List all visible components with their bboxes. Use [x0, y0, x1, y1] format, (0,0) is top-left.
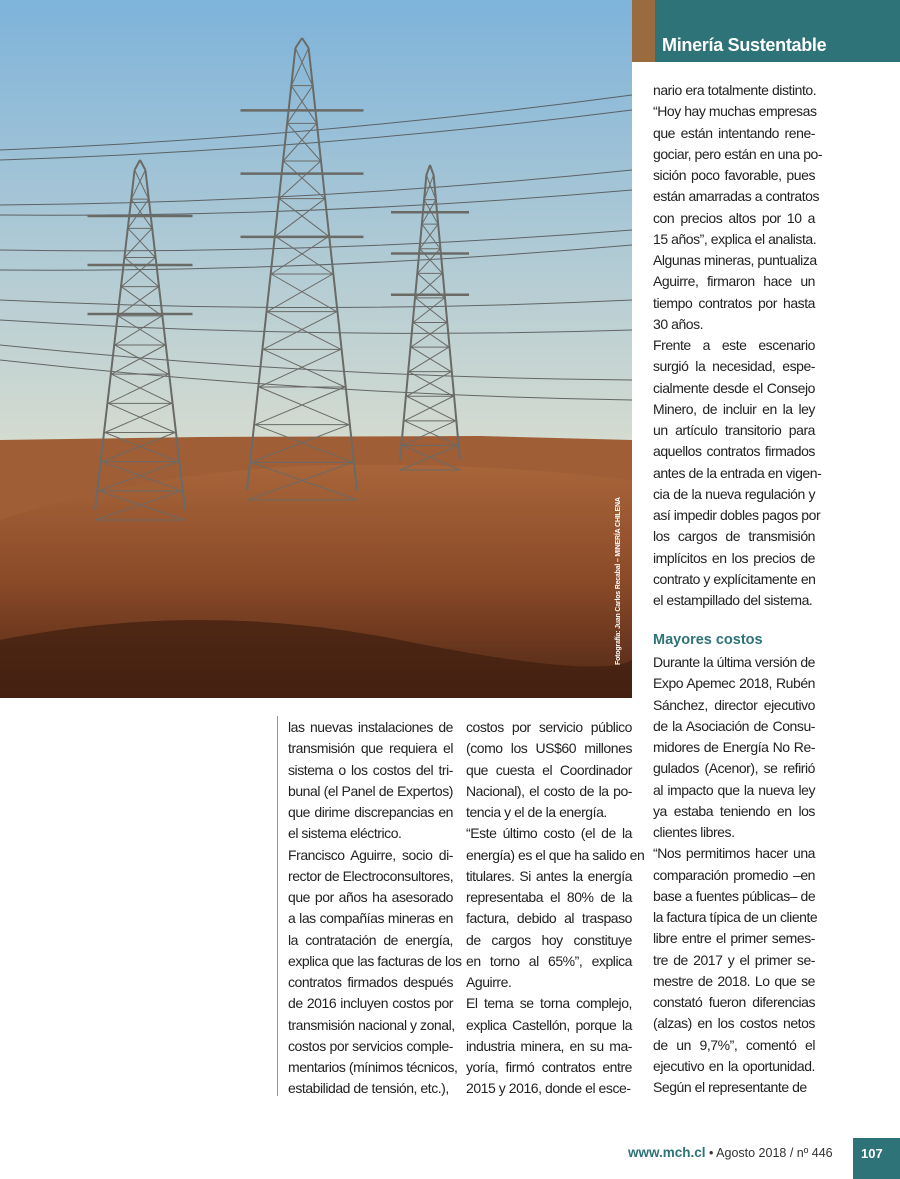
- text-line: Sánchez, director ejecutivo: [653, 696, 815, 713]
- text-line: midores de Energía No Re-: [653, 739, 815, 755]
- text-line: Algunas mineras, puntualiza: [653, 252, 817, 268]
- text-line: energía) es el que ha salido en: [466, 846, 645, 863]
- text-line: cia de la nueva regulación y: [653, 485, 815, 502]
- text-line: de un 9,7%”, comentó el: [653, 1036, 815, 1053]
- text-line: base a fuentes públicas– de: [653, 887, 816, 904]
- text-line: Francisco Aguirre, socio di-: [288, 846, 453, 863]
- footer: [628, 1145, 833, 1160]
- text-line: aquellos contratos firmados: [653, 443, 815, 460]
- text-line: la factura típica de un cliente: [653, 909, 818, 925]
- text-line: el sistema eléctrico.: [288, 825, 402, 842]
- photo-credit: Fotografía: Juan Carlos Recabal – MINERÍA CHILENA: [615, 497, 622, 665]
- text-line: rector de Electroconsultores,: [288, 867, 454, 884]
- text-line: a las compañías mineras en: [288, 910, 453, 927]
- text-line: El tema se torna complejo,: [466, 995, 632, 1012]
- text-line: el estampillado del sistema.: [653, 592, 813, 608]
- text-line: transmisión que requiera el: [288, 740, 453, 757]
- text-line: transmisión nacional y zonal,: [288, 1016, 455, 1033]
- text-line: gulados (Acenor), se refirió: [653, 760, 815, 777]
- text-line: surgió la necesidad, espe-: [653, 358, 815, 375]
- text-line: contratos firmados después: [288, 974, 453, 990]
- text-line: yoría, firmó contratos entre: [466, 1059, 632, 1075]
- text-line: constató fueron diferencias: [653, 994, 815, 1010]
- power-towers-photo: [0, 0, 632, 698]
- text-line: las nuevas instalaciones de: [288, 719, 453, 735]
- text-line: Según el representante de: [653, 1079, 807, 1095]
- text-line: mentarios (mínimos técnicos,: [288, 1059, 458, 1075]
- text-line: Durante la última versión de: [653, 654, 815, 670]
- text-line: así impedir dobles pagos por: [653, 507, 821, 523]
- text-line: sistema o los costos del tri-: [288, 761, 453, 778]
- text-line: los cargos de transmisión: [653, 528, 815, 545]
- text-line: ejecutivo en la oportunidad.: [653, 1057, 815, 1074]
- text-column-1: [288, 717, 462, 1100]
- text-line: costos por servicio público: [466, 719, 632, 735]
- text-line: de la Asociación de Consu-: [653, 717, 815, 734]
- text-line: Aguirre.: [466, 974, 512, 990]
- text-line: la contratación de energía,: [288, 931, 453, 948]
- text-line: que por años ha asesorado: [288, 889, 453, 905]
- text-line: tiempo contratos por hasta: [653, 294, 815, 311]
- text-line: están amarradas a contratos: [653, 188, 820, 205]
- text-line: “Este último costo (el de la: [466, 825, 632, 842]
- text-line: industria minera, en su ma-: [466, 1037, 632, 1054]
- text-line: 15 años”, explica el analista.: [653, 230, 817, 247]
- text-line: 30 años.: [653, 315, 704, 332]
- text-line: un artículo transitorio para: [653, 422, 815, 438]
- text-line: sición poco favorable, pues: [653, 167, 815, 183]
- text-column-3-top: [653, 80, 823, 611]
- text-line: contrato y explícitamente en: [653, 570, 816, 587]
- issue-info: • Agosto 2018 / nº 446: [705, 1146, 833, 1160]
- website-link[interactable]: www.mch.cl: [628, 1145, 706, 1160]
- text-line: clientes libres.: [653, 824, 735, 840]
- page-number: 107: [861, 1146, 883, 1161]
- text-line: implícitos en los precios de: [653, 549, 815, 566]
- text-line: representaba el 80% de la: [466, 889, 632, 905]
- text-line: (como los US$60 millones: [466, 740, 632, 757]
- subheading: Mayores costos: [653, 632, 763, 648]
- text-line: (alzas) en los costos netos: [653, 1015, 815, 1032]
- text-line: con precios altos por 10 a: [653, 209, 815, 226]
- text-line: ya estaba teniendo en los: [653, 802, 815, 819]
- text-line: Frente a este escenario: [653, 337, 815, 353]
- text-line: “Nos permitimos hacer una: [653, 845, 815, 862]
- text-line: de cargos hoy constituye: [466, 931, 632, 948]
- text-line: explica Castellón, porque la: [466, 1016, 632, 1033]
- text-line: de 2016 incluyen costos por: [288, 995, 453, 1012]
- text-line: tencia y el de la energía.: [466, 804, 607, 820]
- text-line: nario era totalmente distinto.: [653, 82, 817, 98]
- text-line: tre de 2017 y el primer se-: [653, 951, 815, 968]
- text-line: gociar, pero están en una po-: [653, 145, 823, 162]
- text-line: “Hoy hay muchas empresas: [653, 103, 817, 120]
- text-line: factura, debido al traspaso: [466, 910, 632, 927]
- text-column-3-bottom: [653, 652, 818, 1098]
- text-line: costos por servicios comple-: [288, 1037, 453, 1054]
- text-line: bunal (el Panel de Expertos): [288, 782, 453, 799]
- text-line: comparación promedio –en: [653, 866, 815, 883]
- text-line: Aguirre, firmaron hace un: [653, 273, 815, 290]
- column-rule: [277, 716, 278, 1096]
- text-line: que dirime discrepancias en: [288, 804, 453, 820]
- text-line: titulares. Si antes la energía: [466, 867, 632, 884]
- text-line: 2015 y 2016, donde el esce-: [466, 1080, 631, 1097]
- section-title: Minería Sustentable: [662, 35, 827, 55]
- text-line: antes de la entrada en vigen-: [653, 464, 822, 481]
- text-line: que cuesta el Coordinador: [466, 761, 632, 778]
- text-line: al impacto que la nueva ley: [653, 781, 815, 798]
- text-line: cialmente desde el Consejo: [653, 379, 815, 396]
- text-line: estabilidad de tensión, etc.),: [288, 1080, 449, 1097]
- text-line: libre entre el primer semes-: [653, 930, 815, 947]
- header-accent: [632, 0, 655, 62]
- text-line: que están intentando rene-: [653, 124, 815, 141]
- text-line: en torno al 65%”, explica: [466, 952, 632, 969]
- text-line: mestre de 2018. Lo que se: [653, 972, 815, 989]
- text-line: Nacional), el costo de la po-: [466, 782, 632, 799]
- text-column-2: [466, 717, 645, 1100]
- text-line: explica que las facturas de los: [288, 952, 462, 969]
- text-line: Expo Apemec 2018, Rubén: [653, 675, 815, 692]
- text-line: Minero, de incluir en la ley: [653, 400, 815, 417]
